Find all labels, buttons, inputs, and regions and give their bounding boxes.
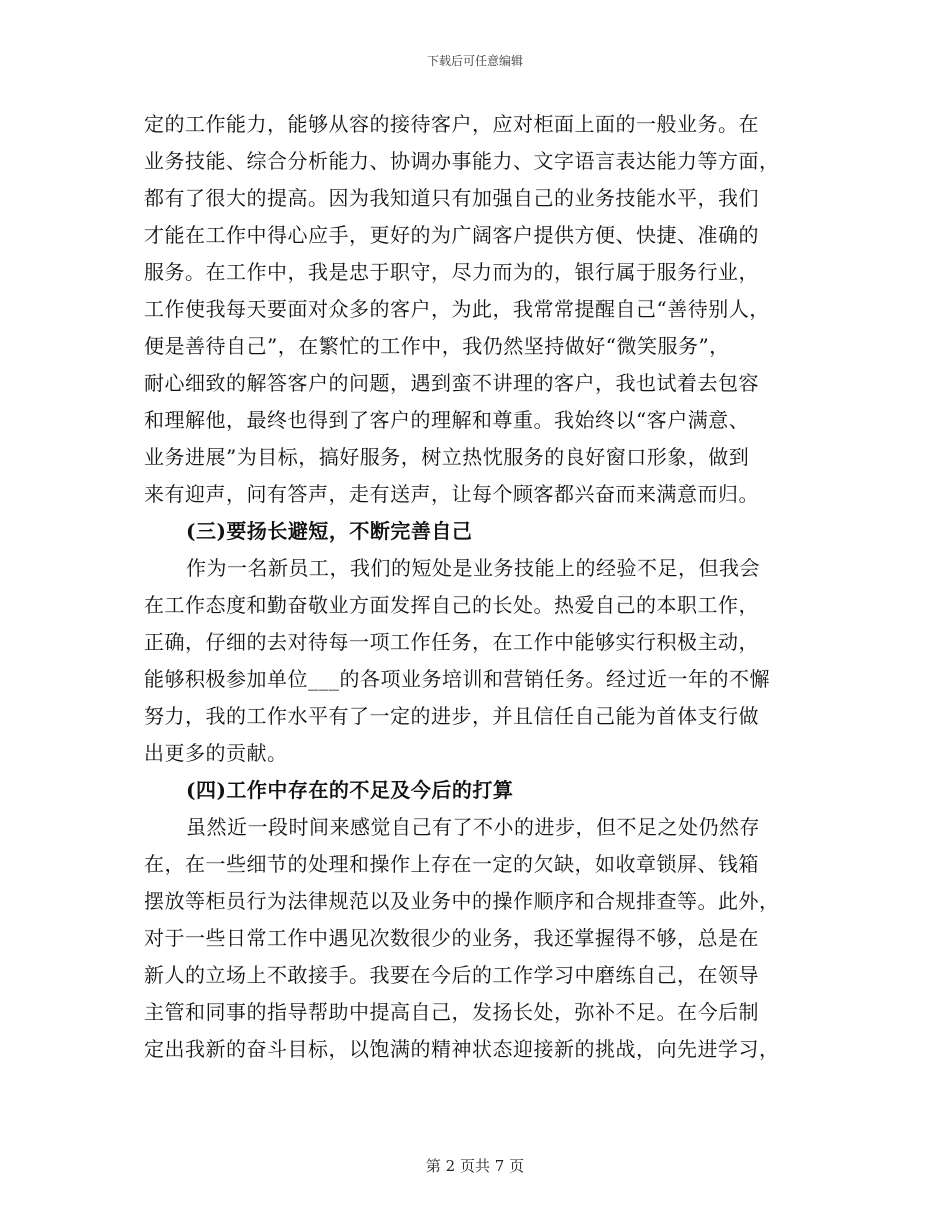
text-line: 在，在一些细节的处理和操作上存在一定的欠缺，如收章锁屏、钱箱 [144, 852, 759, 876]
text-line: 对于一些日常工作中遇见次数很少的业务，我还掌握得不够，总是在 [144, 926, 759, 950]
page-header: 下载后可任意编辑 [426, 54, 523, 68]
text-line: 虽然近一段时间来感觉自己有了不小的进步，但不足之处仍然存 [186, 815, 760, 839]
section-heading: (四)工作中存在的不足及今后的打算 [186, 778, 514, 802]
page-number: 第 2 页共 7 页 [425, 1157, 525, 1175]
text-line: 主管和同事的指导帮助中提高自己，发扬长处，弥补不足。在今后制 [144, 1000, 759, 1024]
text-line: 能够积极参加单位___的各项业务培训和营销任务。经过近一年的不懈 [144, 667, 770, 691]
text-line: 努力，我的工作水平有了一定的进步，并且信任自己能为首体支行做 [144, 704, 759, 728]
text-line: 出更多的贡献。 [144, 741, 288, 765]
text-line: 新人的立场上不敢接手。我要在今后的工作学习中磨练自己，在领导 [144, 963, 759, 987]
text-line: 定的工作能力，能够从容的接待客户，应对柜面上面的一般业务。在 [144, 112, 759, 136]
text-line: 都有了很大的提高。因为我知道只有加强自己的业务技能水平，我们 [144, 186, 759, 210]
text-line: 耐心细致的解答客户的问题，遇到蛮不讲理的客户，我也试着去包容 [144, 371, 759, 395]
document-body [144, 106, 812, 1068]
text-line: 工作使我每天要面对众多的客户，为此，我常常提醒自己“善待别人， [144, 297, 770, 321]
text-line: 正确，仔细的去对待每一项工作任务，在工作中能够实行积极主动， [144, 630, 759, 654]
text-line: 业务技能、综合分析能力、协调办事能力、文字语言表达能力等方面， [144, 149, 780, 173]
text-line: 业务进展”为目标，搞好服务，树立热忱服务的良好窗口形象，做到 [144, 445, 750, 469]
text-line: 便是善待自己”，在繁忙的工作中，我仍然坚持做好“微笑服务”， [144, 334, 730, 358]
text-line: 作为一名新员工，我们的短处是业务技能上的经验不足，但我会 [186, 556, 760, 580]
text-line: 来有迎声，问有答声，走有送声，让每个顾客都兴奋而来满意而归。 [144, 482, 759, 506]
text-line: 服务。在工作中，我是忠于职守，尽力而为的，银行属于服务行业， [144, 260, 759, 284]
text-line: 和理解他，最终也得到了客户的理解和尊重。我始终以“客户满意、 [144, 408, 750, 432]
text-line: 定出我新的奋斗目标，以饱满的精神状态迎接新的挑战，向先进学习， [144, 1037, 780, 1061]
text-line: 才能在工作中得心应手，更好的为广阔客户提供方便、快捷、准确的 [144, 223, 759, 247]
text-line: 在工作态度和勤奋敬业方面发挥自己的长处。热爱自己的本职工作， [144, 593, 759, 617]
text-line: 摆放等柜员行为法律规范以及业务中的操作顺序和合规排查等。此外， [144, 889, 780, 913]
section-heading: (三)要扬长避短，不断完善自己 [186, 519, 473, 543]
